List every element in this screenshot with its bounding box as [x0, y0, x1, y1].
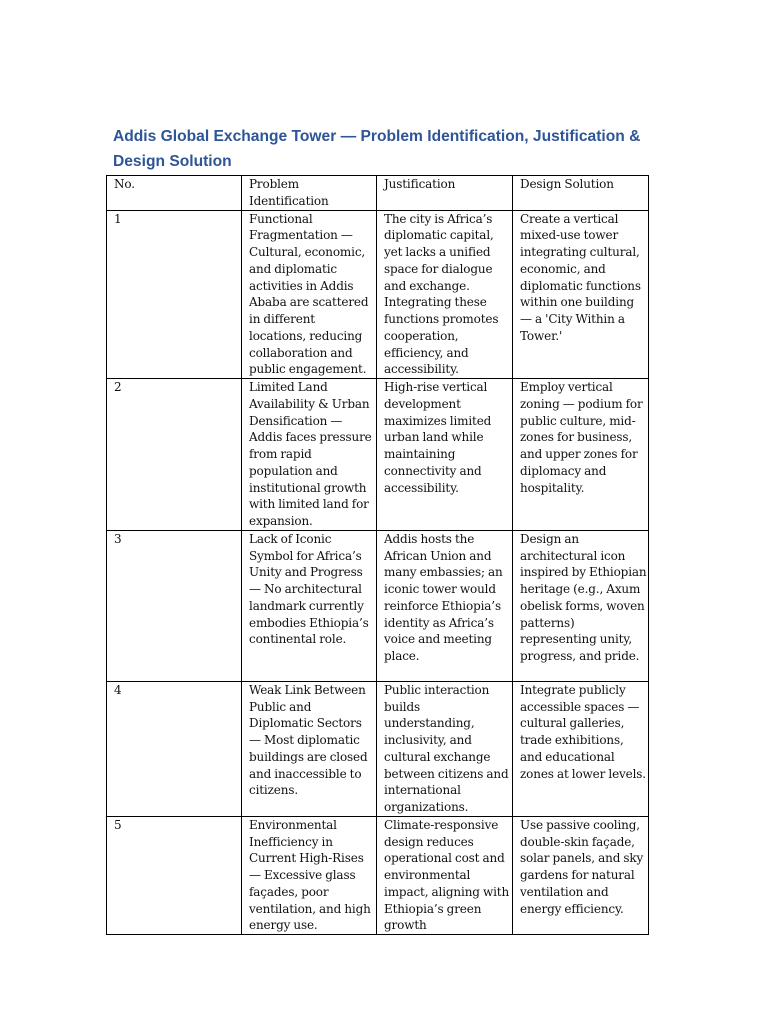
cell-justification: Addis hosts the African Union and many embassies; an iconic tower would reinforce Ethiopia’s identity as Africa’s voice and meeting place.	[377, 530, 513, 681]
header-no: No.	[107, 176, 242, 211]
table-row	[107, 816, 649, 934]
header-justification: Justification	[377, 176, 513, 211]
cell-no: 5	[107, 816, 242, 934]
cell-no: 2	[107, 379, 242, 531]
cell-justification: The city is Africa’s diplomatic capital, yet lacks a unified space for dialogue and exchange. Integrating these functions promotes cooperation, efficiency, and accessibility.	[377, 210, 513, 379]
cell-problem: Weak Link Between Public and Diplomatic Sectors — Most diplomatic buildings are closed and inaccessible to citizens.	[242, 681, 377, 816]
cell-design-solution: Create a vertical mixed-use tower integrating cultural, economic, and diplomatic functions within one building — a 'City Within a Tower.'	[513, 210, 649, 379]
cell-design-solution: Integrate publicly accessible spaces — cultural galleries, trade exhibitions, and educational zones at lower levels.	[513, 681, 649, 816]
cell-design-solution: Use passive cooling, double-skin façade, solar panels, and sky gardens for natural ventilation and energy efficiency.	[513, 816, 649, 934]
cell-design-solution: Design an architectural icon inspired by Ethiopian heritage (e.g., Axum obelisk forms, woven patterns) representing unity, progress, and pride.	[513, 530, 649, 681]
header-design-solution: Design Solution	[513, 176, 649, 211]
cell-problem: Lack of Iconic Symbol for Africa’s Unity and Progress — No architectural landmark currently embodies Ethiopia’s continental role.	[242, 530, 377, 681]
document-title: Addis Global Exchange Tower — Problem Identification, Justification & Design Solution	[113, 128, 641, 170]
table-row	[107, 379, 649, 531]
cell-justification: High-rise vertical development maximizes limited urban land while maintaining connectivity and accessibility.	[377, 379, 513, 531]
cell-justification: Public interaction builds understanding, inclusivity, and cultural exchange between citizens and international organizations.	[377, 681, 513, 816]
cell-problem: Environmental Inefficiency in Current High-Rises — Excessive glass façades, poor ventilation, and high energy use.	[242, 816, 377, 934]
header-problem-identification: Problem Identification	[242, 176, 377, 211]
cell-no: 4	[107, 681, 242, 816]
table-header-row	[107, 176, 649, 211]
table-row	[107, 210, 649, 379]
table-row	[107, 681, 649, 816]
cell-problem: Functional Fragmentation — Cultural, economic, and diplomatic activities in Addis Ababa are scattered in different locations, reducing collaboration and public engagement.	[242, 210, 377, 379]
problem-solution-table	[106, 175, 649, 935]
cell-justification: Climate-responsive design reduces operational cost and environmental impact, aligning with Ethiopia’s green growth	[377, 816, 513, 934]
cell-design-solution: Employ vertical zoning — podium for public culture, mid-zones for business, and upper zones for diplomacy and hospitality.	[513, 379, 649, 531]
cell-no: 3	[107, 530, 242, 681]
cell-problem: Limited Land Availability & Urban Densification — Addis faces pressure from rapid population and institutional growth with limited land for expansion.	[242, 379, 377, 531]
table-row	[107, 530, 649, 681]
cell-no: 1	[107, 210, 242, 379]
